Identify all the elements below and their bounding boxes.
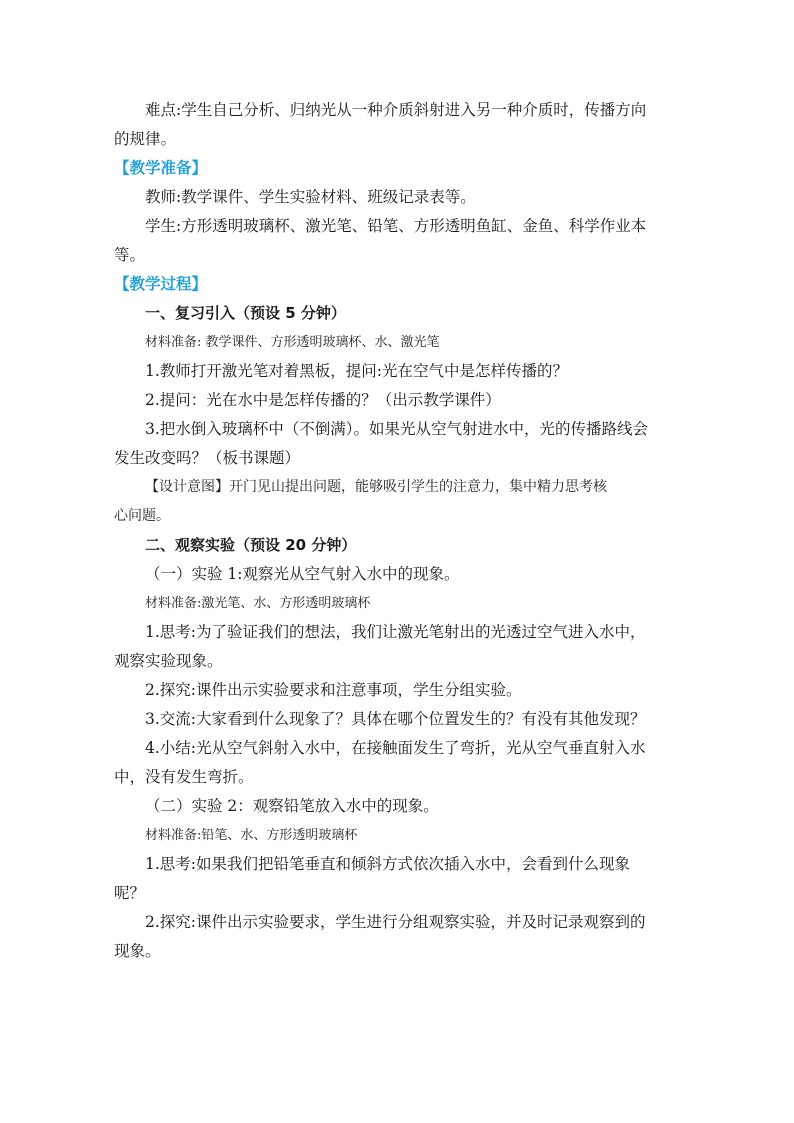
- difficulty-line-1: 难点:学生自己分析、归纳光从一种介质斜射进入另一种介质时，传播方向: [145, 101, 647, 119]
- section-1-materials: 材料准备: 教学课件、方形透明玻璃杯、水、激光笔: [145, 335, 440, 350]
- teaching-prep-heading: 【教学准备】: [114, 159, 208, 177]
- difficulty-line-2: 的规律。: [114, 130, 177, 148]
- student-prep-line-2: 等。: [114, 246, 146, 264]
- section-1-step-1: 1.教师打开激光笔对着黑板，提问:光在空气中是怎样传播的？: [145, 362, 569, 380]
- section-2-title: 二、观察实验（预设 20 分钟）: [145, 536, 357, 554]
- teaching-process-heading: 【教学过程】: [114, 275, 208, 293]
- experiment-1-step-4-line-2: 中，没有发生弯折。: [114, 768, 254, 786]
- section-1-title: 一、复习引入（预设 5 分钟）: [145, 304, 346, 322]
- experiment-1-step-3: 3.交流:大家看到什么现象了？具体在哪个位置发生的？有没有其他发现？: [145, 710, 646, 728]
- section-1-step-2: 2.提问：光在水中是怎样传播的？（出示教学课件）: [145, 391, 501, 409]
- teacher-prep: 教师:教学课件、学生实验材料、班级记录表等。: [145, 188, 476, 206]
- experiment-1-materials: 材料准备:激光笔、水、方形透明玻璃杯: [145, 596, 371, 611]
- section-1-step-3-line-2: 发生改变吗？（板书课题）: [114, 449, 301, 467]
- student-prep-line-1: 学生:方形透明玻璃杯、激光笔、铅笔、方形透明鱼缸、金鱼、科学作业本: [145, 217, 647, 235]
- experiment-1-step-4-line-1: 4.小结:光从空气斜射入水中，在接触面发生了弯折，光从空气垂直射入水: [145, 739, 646, 757]
- experiment-2-step-2-line-1: 2.探究:课件出示实验要求，学生进行分组观察实验，并及时记录观察到的: [145, 913, 646, 931]
- experiment-2-materials: 材料准备:铅笔、水、方形透明玻璃杯: [145, 828, 358, 843]
- experiment-2-title: （二）实验 2：观察铅笔放入水中的现象。: [145, 797, 439, 815]
- experiment-2-step-1-line-1: 1.思考:如果我们把铅笔垂直和倾斜方式依次插入水中，会看到什么现象: [145, 855, 631, 873]
- experiment-1-step-2: 2.探究:课件出示实验要求和注意事项，学生分组实验。: [145, 681, 522, 699]
- document-page: [114, 96, 682, 966]
- design-intent-line-2: 心问题。: [114, 508, 170, 524]
- experiment-1-step-1-line-1: 1.思考:为了验证我们的想法，我们让激光笔射出的光透过空气进入水中，: [145, 623, 646, 641]
- experiment-2-step-1-line-2: 呢？: [114, 884, 146, 902]
- experiment-1-step-1-line-2: 观察实验现象。: [114, 652, 223, 670]
- design-intent-line-1: 【设计意图】开门见山提出问题，能够吸引学生的注意力，集中精力思考核: [145, 479, 607, 495]
- experiment-1-title: （一）实验 1:观察光从空气射入水中的现象。: [145, 565, 460, 583]
- section-1-step-3-line-1: 3.把水倒入玻璃杯中（不倒满）。如果光从空气射进水中，光的传播路线会: [145, 420, 649, 438]
- experiment-2-step-2-line-2: 现象。: [114, 942, 161, 960]
